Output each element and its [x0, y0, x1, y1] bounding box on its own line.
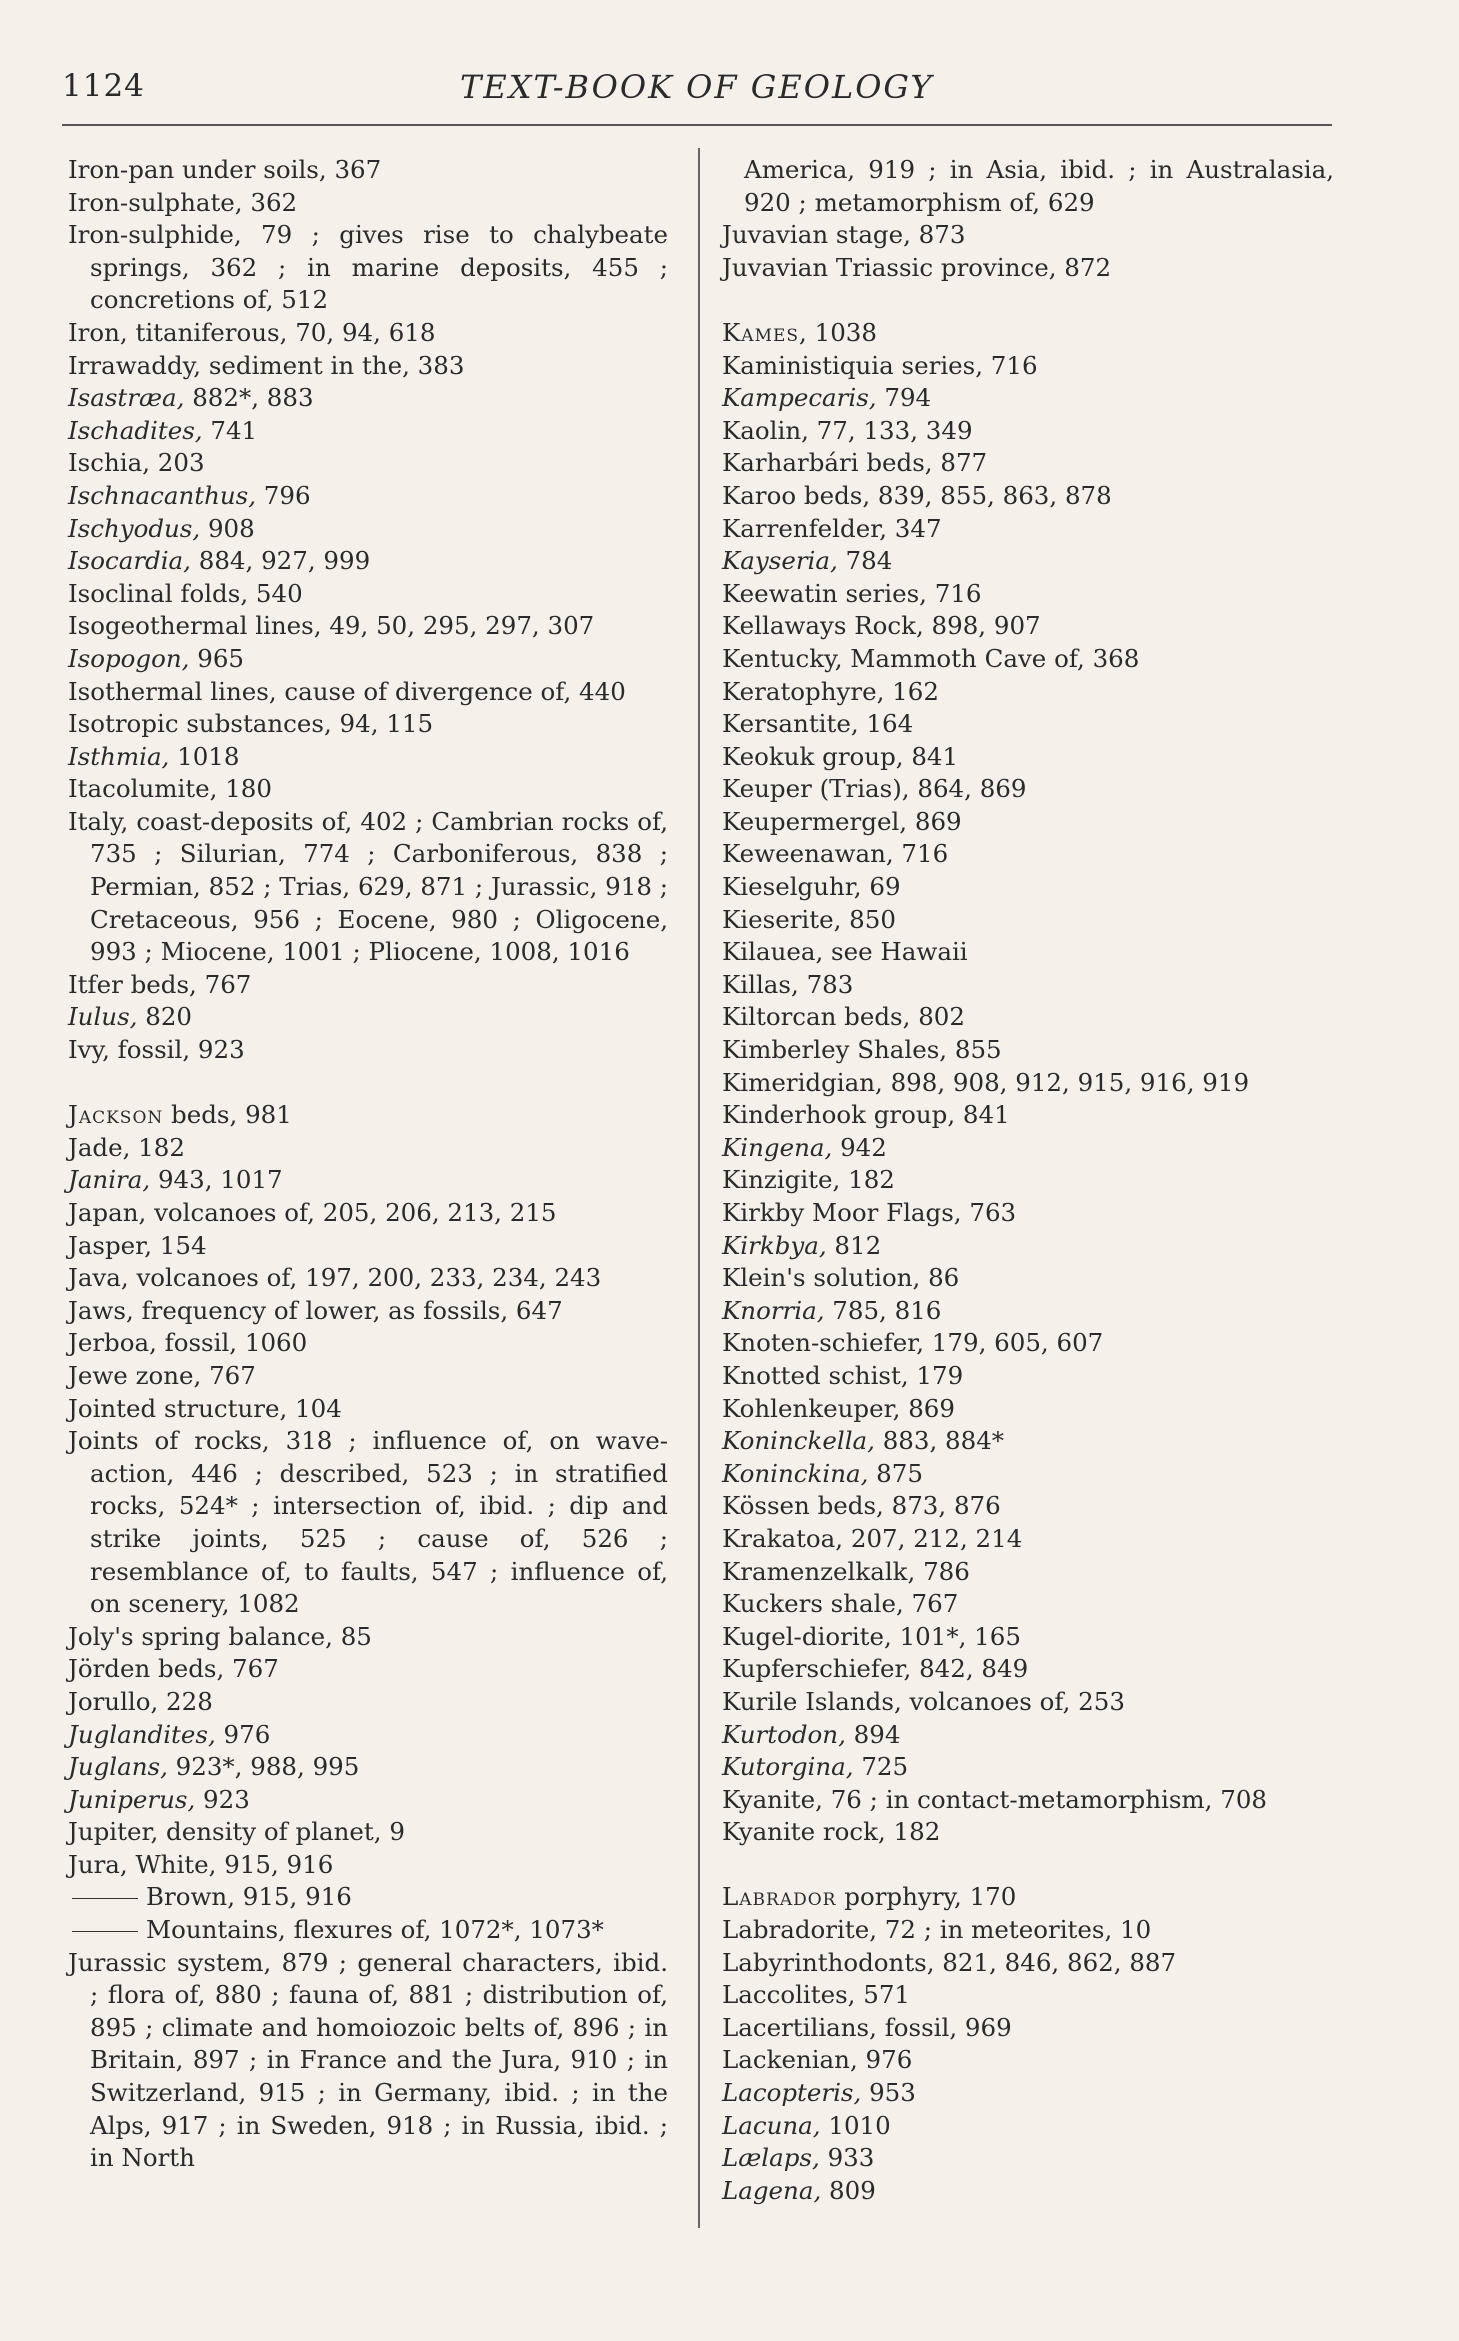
entry-refs: 933 — [819, 2143, 875, 2173]
index-entry — [68, 1784, 668, 1817]
index-entry — [722, 708, 1334, 741]
index-entry — [722, 1360, 1334, 1393]
index-entry — [68, 1751, 668, 1784]
entry-text: Isotropic substances, 94, 115 — [68, 709, 434, 739]
index-entry — [68, 1001, 668, 1034]
entry-text: Keweenawan, 716 — [722, 839, 949, 869]
entry-text: Kaministiquia series, 716 — [722, 350, 1038, 380]
entry-refs: 882*, 883 — [184, 383, 314, 413]
index-entry — [722, 2012, 1334, 2045]
entry-text: Killas, 783 — [722, 969, 854, 999]
entry-head: Koninckella, — [722, 1426, 875, 1456]
index-entry — [68, 545, 668, 578]
entry-text: Kirkby Moor Flags, 763 — [722, 1198, 1017, 1227]
entry-text: Italy, coast-deposits of, 402 ; Cambrian rocks of, 735 ; Silurian, 774 ; Carboniferous, 838 ; Permian, 852 ; Trias, 629, 871 ; Jurassic, 918 ; Cretaceous, 956 ; Eocene, 980 ; Oligocene, 993 ; Miocene, 1001 ; Pliocene, 1008, 1016 — [68, 806, 668, 967]
entry-text: Kimberley Shales, 855 — [722, 1035, 1002, 1065]
index-entry — [68, 1849, 668, 1882]
entry-text: Kinzigite, 182 — [722, 1165, 895, 1195]
index-entry — [722, 1425, 1334, 1458]
entry-text: Knoten-schiefer, 179, 605, 607 — [722, 1328, 1104, 1358]
index-entry — [722, 1132, 1334, 1165]
entry-text: Kurile Islands, volcanoes of, 253 — [722, 1686, 1125, 1716]
entry-text: Karrenfelder, 347 — [722, 513, 942, 543]
entry-text: Jewe zone, 767 — [68, 1360, 256, 1390]
entry-text: Kohlenkeuper, 869 — [722, 1393, 955, 1423]
index-column-right — [722, 154, 1334, 2207]
index-entry — [68, 1164, 668, 1197]
entry-refs: 1010 — [820, 2110, 891, 2140]
index-entry — [722, 1327, 1334, 1360]
index-entry — [722, 904, 1334, 937]
entry-text: Iron-sulphate, 362 — [68, 187, 298, 217]
index-entry — [722, 545, 1334, 578]
entry-text: Laccolites, 571 — [722, 1980, 910, 2010]
index-entry — [68, 219, 668, 317]
index-entry — [722, 2044, 1334, 2077]
entry-refs: 794 — [876, 383, 932, 413]
index-entry — [722, 1295, 1334, 1328]
entry-head: Kames — [722, 317, 800, 347]
index-entry — [68, 1360, 668, 1393]
entry-head: Juglandites, — [68, 1719, 216, 1749]
repeat-dash — [72, 1931, 138, 1932]
entry-text: Isothermal lines, cause of divergence of, 440 — [68, 676, 626, 706]
entry-text: Isogeothermal lines, 49, 50, 295, 297, 307 — [68, 611, 595, 641]
entry-text: Mountains, flexures of, 1072*, 1073* — [146, 1915, 604, 1945]
entry-head: Ischadites, — [68, 415, 203, 445]
column-divider — [698, 148, 700, 2228]
entry-text: Japan, volcanoes of, 205, 206, 213, 215 — [68, 1198, 557, 1227]
index-entry — [722, 969, 1334, 1002]
entry-refs: 809 — [821, 2175, 876, 2205]
entry-text: Kieserite, 850 — [722, 904, 896, 934]
entry-text: Knotted schist, 179 — [722, 1360, 964, 1390]
index-entry — [722, 1067, 1334, 1100]
index-entry — [722, 382, 1334, 415]
entry-text: Kellaways Rock, 898, 907 — [722, 611, 1041, 641]
entry-refs: 784 — [837, 546, 893, 576]
index-entry — [722, 447, 1334, 480]
entry-text: Labyrinthodonts, 821, 846, 862, 887 — [722, 1947, 1177, 1977]
entry-text: Keewatin series, 716 — [722, 578, 982, 608]
entry-head: Kirkbya, — [722, 1230, 827, 1260]
entry-refs: 875 — [868, 1458, 923, 1488]
index-entry — [68, 1327, 668, 1360]
entry-refs: 812 — [826, 1230, 882, 1260]
index-entry — [722, 480, 1334, 513]
entry-head: Lagena, — [722, 2175, 822, 2205]
index-entry — [722, 219, 1334, 252]
entry-head: Ischyodus, — [68, 513, 201, 543]
index-entry — [68, 1947, 668, 2175]
entry-head: Isocardia, — [68, 546, 191, 576]
entry-text: Irrawaddy, sediment in the, 383 — [68, 350, 465, 380]
entry-text: Keuper (Trias), 864, 869 — [722, 774, 1027, 804]
entry-text: Jupiter, density of planet, 9 — [68, 1817, 405, 1847]
index-entry — [722, 1099, 1334, 1132]
entry-text: Jörden beds, 767 — [68, 1654, 279, 1684]
entry-text: Iron, titaniferous, 70, 94, 618 — [68, 317, 436, 347]
index-entry — [722, 1686, 1334, 1719]
entry-text: Isoclinal folds, 540 — [68, 578, 303, 608]
entry-text: Jade, 182 — [68, 1132, 185, 1162]
entry-refs: 741 — [202, 415, 258, 445]
entry-head: Jackson — [68, 1100, 164, 1130]
index-entry — [68, 741, 668, 774]
entry-text: Jaws, frequency of lower, as fossils, 647 — [68, 1295, 563, 1325]
index-entry — [722, 317, 1334, 350]
entry-text: Labradorite, 72 ; in meteorites, 10 — [722, 1915, 1152, 1945]
index-entry — [722, 252, 1334, 285]
index-entry — [722, 806, 1334, 839]
entry-refs: 820 — [137, 1002, 192, 1032]
index-entry — [68, 382, 668, 415]
index-entry — [68, 415, 668, 448]
entry-text: Kössen beds, 873, 876 — [722, 1491, 1001, 1521]
entry-refs: 976 — [215, 1719, 271, 1749]
index-entry — [722, 415, 1334, 448]
entry-text: Klein's solution, 86 — [722, 1263, 960, 1293]
entry-text: Itfer beds, 767 — [68, 969, 252, 999]
running-title: TEXT-BOOK OF GEOLOGY — [460, 68, 934, 106]
index-entry — [722, 1621, 1334, 1654]
entry-head: Isastræa, — [68, 383, 185, 413]
index-entry — [722, 1164, 1334, 1197]
index-entry — [68, 676, 668, 709]
index-entry — [68, 447, 668, 480]
index-entry — [722, 2110, 1334, 2143]
index-entry — [722, 1719, 1334, 1752]
entry-text: Ischia, 203 — [68, 448, 205, 478]
index-entry — [722, 1947, 1334, 1980]
entry-head: Isthmia, — [68, 741, 170, 771]
index-entry — [722, 1197, 1334, 1230]
entry-head: Janira, — [68, 1165, 151, 1195]
entry-refs: 725 — [853, 1752, 909, 1782]
index-entry — [722, 1784, 1334, 1817]
index-entry — [68, 187, 668, 220]
entry-head: Lacuna, — [722, 2110, 821, 2140]
index-entry — [68, 317, 668, 350]
index-entry — [68, 806, 668, 969]
index-entry — [722, 1001, 1334, 1034]
entry-text: Kramenzelkalk, 786 — [722, 1556, 970, 1586]
header-rule — [62, 124, 1332, 126]
entry-refs: 883, 884* — [874, 1426, 1005, 1456]
index-entry — [722, 741, 1334, 774]
entry-refs: 785, 816 — [824, 1295, 942, 1325]
index-entry — [68, 1230, 668, 1263]
entry-text: Joints of rocks, 318 ; influence of, on wave-action, 446 ; described, 523 ; in stratified rocks, 524* ; intersection of, ibid. ; dip and strike joints, 525 ; cause of, 526 ; resemblance of, to faults, 547 ; influence of, on scenery, 1082 — [68, 1426, 668, 1619]
entry-text: Karoo beds, 839, 855, 863, 878 — [722, 480, 1112, 510]
entry-refs: 908 — [200, 513, 255, 543]
index-entry — [68, 350, 668, 383]
entry-head: Kurtodon, — [722, 1719, 846, 1749]
entry-head: Lælaps, — [722, 2143, 820, 2173]
entry-text: Iron-sulphide, 79 ; gives rise to chalybeate springs, 362 ; in marine deposits, 455 ; concretions of, 512 — [68, 220, 668, 315]
entry-head: Juniperus, — [68, 1784, 196, 1814]
index-entry — [722, 2077, 1334, 2110]
entry-text: Itacolumite, 180 — [68, 774, 272, 804]
index-entry — [722, 1816, 1334, 1849]
entry-refs: 923 — [195, 1784, 250, 1814]
index-entry — [68, 480, 668, 513]
entry-refs: beds, 981 — [163, 1100, 292, 1130]
entry-refs: 894 — [845, 1719, 901, 1749]
index-entry — [722, 1881, 1334, 1914]
index-entry — [722, 1914, 1334, 1947]
index-entry — [722, 1653, 1334, 1686]
index-entry — [68, 513, 668, 546]
index-entry — [722, 1490, 1334, 1523]
index-entry — [722, 350, 1334, 383]
index-entry — [722, 1588, 1334, 1621]
index-entry — [722, 2175, 1334, 2208]
entry-text: Keupermergel, 869 — [722, 806, 962, 836]
entry-text: Juvavian Triassic province, 872 — [722, 252, 1112, 282]
index-entry — [68, 1034, 668, 1067]
entry-head: Kingena, — [722, 1132, 833, 1162]
index-entry — [68, 1132, 668, 1165]
entry-text: Kyanite, 76 ; in contact-metamorphism, 708 — [722, 1784, 1267, 1814]
entry-text: Kiltorcan beds, 802 — [722, 1002, 965, 1032]
entry-text: Java, volcanoes of, 197, 200, 233, 234, 243 — [68, 1263, 602, 1293]
entry-text: Kimeridgian, 898, 908, 912, 915, 916, 919 — [722, 1067, 1250, 1097]
entry-refs: 796 — [256, 480, 311, 510]
entry-head: Labrador — [722, 1882, 837, 1912]
entry-text: Jorullo, 228 — [68, 1686, 213, 1716]
entry-text: Kersantite, 164 — [722, 709, 914, 739]
index-entry — [722, 871, 1334, 904]
index-column-left — [68, 154, 668, 2175]
entry-text: Krakatoa, 207, 212, 214 — [722, 1523, 1023, 1553]
index-entry — [722, 936, 1334, 969]
index-entry — [68, 1653, 668, 1686]
index-entry — [722, 578, 1334, 611]
entry-text: Keokuk group, 841 — [722, 741, 959, 771]
index-entry — [68, 1686, 668, 1719]
entry-text: Kaolin, 77, 133, 349 — [722, 415, 973, 445]
index-entry — [68, 154, 668, 187]
entry-text: Iron-pan under soils, 367 — [68, 155, 382, 184]
index-entry — [68, 1262, 668, 1295]
entry-text: Kyanite rock, 182 — [722, 1817, 941, 1847]
entry-text: Jasper, 154 — [68, 1230, 207, 1260]
index-entry — [68, 643, 668, 676]
index-entry — [68, 1621, 668, 1654]
entry-refs: , 1038 — [799, 317, 877, 347]
index-entry — [722, 838, 1334, 871]
index-entry — [722, 2142, 1334, 2175]
entry-text: Jura, White, 915, 916 — [68, 1849, 334, 1879]
entry-text: Lacertilians, fossil, 969 — [722, 2012, 1012, 2042]
entry-refs: 953 — [861, 2078, 916, 2108]
index-entry — [722, 1034, 1334, 1067]
index-entry — [68, 1295, 668, 1328]
index-entry — [68, 1816, 668, 1849]
index-entry — [722, 513, 1334, 546]
entry-text: Kieselguhr, 69 — [722, 872, 901, 902]
index-entry — [68, 1197, 668, 1230]
entry-text: Kinderhook group, 841 — [722, 1100, 1010, 1130]
repeat-dash — [72, 1898, 138, 1899]
entry-text: Juvavian stage, 873 — [722, 220, 966, 250]
index-entry — [722, 676, 1334, 709]
index-entry — [68, 1425, 668, 1621]
entry-refs: 965 — [189, 643, 244, 673]
index-entry — [68, 610, 668, 643]
index-entry — [68, 1719, 668, 1752]
entry-refs: 923*, 988, 995 — [167, 1752, 360, 1782]
entry-text: Kugel-diorite, 101*, 165 — [722, 1621, 1021, 1651]
entry-refs: 884, 927, 999 — [190, 546, 371, 576]
index-entry — [68, 578, 668, 611]
entry-head: Knorria, — [722, 1295, 825, 1325]
index-entry — [722, 1979, 1334, 2012]
entry-head: Kutorgina, — [722, 1752, 854, 1782]
entry-head: Ischnacanthus, — [68, 480, 257, 510]
entry-text: Jointed structure, 104 — [68, 1393, 342, 1423]
index-entry — [68, 773, 668, 806]
entry-text: Brown, 915, 916 — [146, 1882, 352, 1912]
entry-text: Kupferschiefer, 842, 849 — [722, 1654, 1029, 1684]
entry-refs: 942 — [832, 1132, 887, 1162]
index-entry — [722, 1230, 1334, 1263]
entry-text: Kuckers shale, 767 — [722, 1589, 959, 1619]
entry-refs: porphyry, 170 — [836, 1882, 1017, 1912]
entry-text: Ivy, fossil, 923 — [68, 1035, 245, 1065]
entry-text: Kilauea, see Hawaii — [722, 937, 968, 967]
index-entry — [722, 610, 1334, 643]
index-entry — [722, 1751, 1334, 1784]
entry-text: Keratophyre, 162 — [722, 676, 939, 706]
entry-text: America, 919 ; in Asia, ibid. ; in Australasia, 920 ; metamorphism of, 629 — [744, 155, 1334, 217]
entry-head: Kampecaris, — [722, 383, 877, 413]
index-entry — [722, 1393, 1334, 1426]
entry-text: Joly's spring balance, 85 — [68, 1621, 372, 1651]
index-entry — [722, 1523, 1334, 1556]
entry-head: Iulus, — [68, 1002, 138, 1032]
index-entry — [68, 708, 668, 741]
entry-refs: 1018 — [169, 741, 240, 771]
entry-text: Lackenian, 976 — [722, 2045, 913, 2075]
entry-text: Kentucky, Mammoth Cave of, 368 — [722, 643, 1140, 673]
index-entry — [68, 969, 668, 1002]
index-entry — [722, 773, 1334, 806]
entry-head: Isopogon, — [68, 643, 190, 673]
page-number: 1124 — [62, 68, 145, 104]
entry-text: Jurassic system, 879 ; general characters, ibid. ; flora of, 880 ; fauna of, 881 ; distribution of, 895 ; climate and homoiozoic belts of, 896 ; in Britain, 897 ; in France and the Jura, 910 ; in Switzerland, 915 ; in Germany, ibid. ; in the Alps, 917 ; in Sweden, 918 ; in Russia, ibid. ; in North — [68, 1947, 668, 2173]
index-entry — [68, 1393, 668, 1426]
entry-head: Lacopteris, — [722, 2078, 862, 2108]
entry-text: Jerboa, fossil, 1060 — [68, 1328, 308, 1358]
index-entry — [722, 1458, 1334, 1491]
index-entry — [68, 1914, 668, 1947]
entry-head: Kayseria, — [722, 546, 838, 576]
index-entry — [68, 1881, 668, 1914]
index-entry — [722, 1262, 1334, 1295]
index-entry — [722, 154, 1334, 219]
index-entry — [722, 643, 1334, 676]
entry-refs: 943, 1017 — [150, 1165, 283, 1195]
entry-head: Juglans, — [68, 1752, 168, 1782]
entry-head: Koninckina, — [722, 1458, 869, 1488]
index-entry — [722, 1556, 1334, 1589]
index-entry — [68, 1099, 668, 1132]
entry-text: Karharbári beds, 877 — [722, 448, 988, 478]
